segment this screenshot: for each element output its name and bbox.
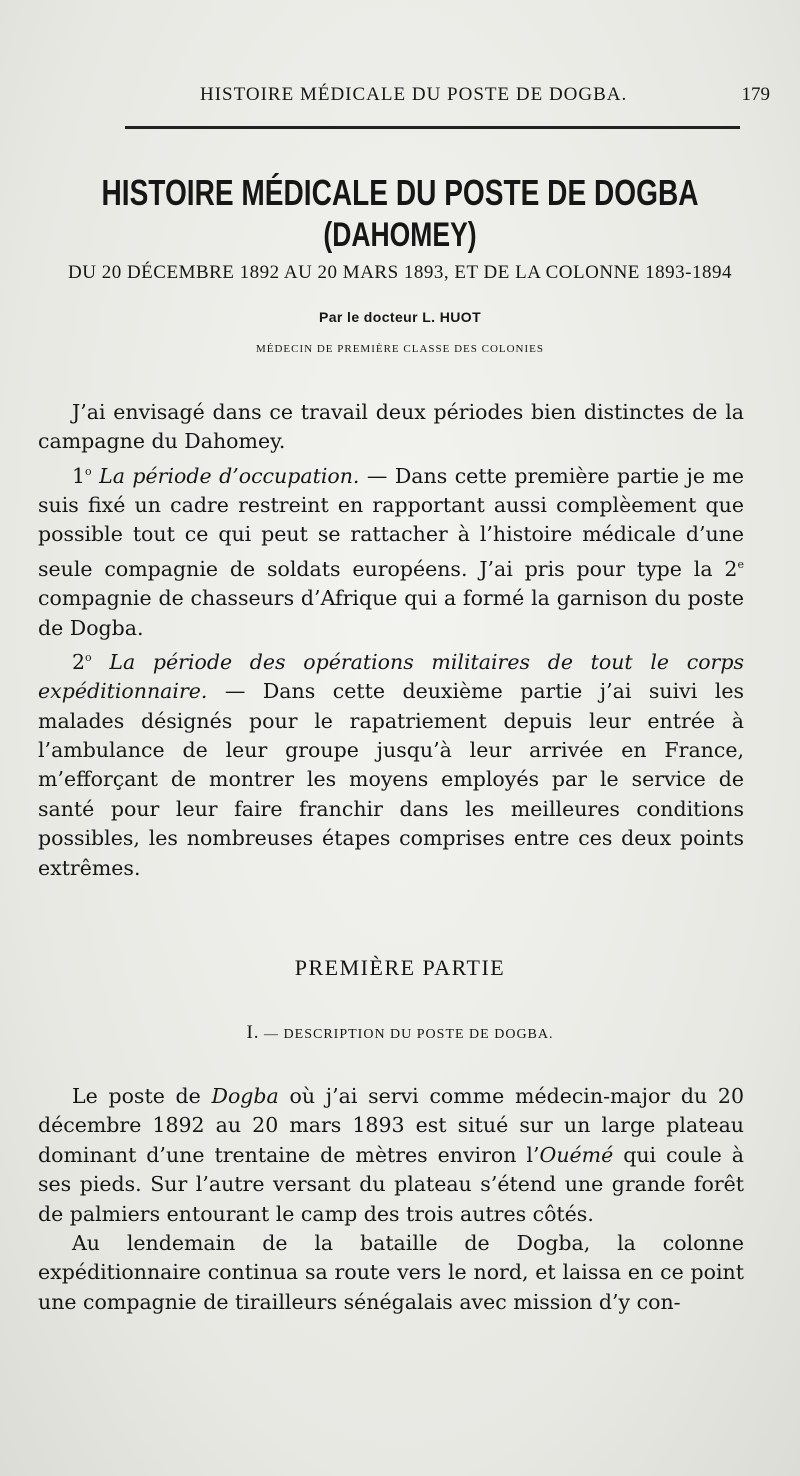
intro-paragraph: J’ai envisagé dans ce travail deux périodes bien distinctes de la campagne du Dahomey. xyxy=(38,400,744,454)
place-name: Dogba xyxy=(211,1084,279,1108)
ordinal-mark: e xyxy=(737,557,744,571)
paragraph-text: — Dans cette deuxième partie j’ai suivi les malades désignés pour le rapatriement depuis leur entrée à l’ambulance de leur groupe jusqu’à leur arrivée en France, m’efforçant de montrer les moyens employés par le service de santé pour leur faire franchir dans les meilleures conditions possibles, les nombreuses étapes comprises entre ces deux points extrêmes. xyxy=(38,679,744,880)
author-byline: Par le docteur L. HUOT xyxy=(318,309,482,325)
part-heading: PREMIÈRE PARTIE xyxy=(294,955,506,980)
running-head xyxy=(40,84,770,114)
article-title-region: (DAHOMEY) xyxy=(323,216,477,254)
period-title: La période des opérations militaires de tout le corps expéditionnaire. xyxy=(38,649,744,704)
body-paragraph xyxy=(38,1082,744,1229)
body-text xyxy=(38,1082,744,1317)
paragraph-text: compagnie de chasseurs d’Afrique qui a formé la garnison du poste de Dogba. xyxy=(38,586,744,640)
section-number: I. xyxy=(246,1022,260,1043)
paragraph-text: Le poste de xyxy=(72,1084,212,1108)
running-title: HISTOIRE MÉDICALE DU POSTE DE DOGBA. xyxy=(200,84,628,105)
period-title: La période d’occupation. xyxy=(99,463,360,488)
ordinal-mark: o xyxy=(85,464,92,478)
paragraph-text: qui coule à ses pieds. Sur l’autre versant du plateau s’étend une grande forêt de palmiers entourant le camp des trois autres côtés. xyxy=(38,1142,744,1226)
page-number: 179 xyxy=(741,84,770,105)
paragraph-text: où j’ai servi comme médecin-major du 20 décembre 1892 au 20 mars 1893 est situé sur un large plateau dominant d’une trentaine de mètres environ l’ xyxy=(38,1084,745,1167)
item-number: 2 xyxy=(72,649,86,674)
article-title: HISTOIRE MÉDICALE DU POSTE DE DOGBA xyxy=(101,172,699,213)
author-rank: MÉDECIN DE PREMIÈRE CLASSE DES COLONIES xyxy=(255,343,545,355)
paragraph-text: — Dans cette première partie je me suis fixé un cadre restreint en rapportant aussi complèement que possible tout ce qui peut se rattacher à l’histoire médicale d’une seule compagnie de soldats européens. J’ai pris pour type la 2 xyxy=(38,463,744,581)
ordinal-mark: o xyxy=(85,650,92,664)
section-title: — DESCRIPTION DU POSTE DE DOGBA. xyxy=(259,1027,554,1042)
article-subtitle: DU 20 DÉCEMBRE 1892 AU 20 MARS 1893, ET DE LA COLONNE 1893-1894 xyxy=(68,262,732,283)
intro-paragraph-operations xyxy=(38,643,744,883)
item-number: 1 xyxy=(72,463,86,488)
river-name: Ouémé xyxy=(539,1142,614,1167)
header-rule xyxy=(125,126,740,129)
intro-paragraph-occupation xyxy=(38,457,744,643)
section-heading xyxy=(0,1022,800,1044)
body-paragraph: Au lendemain de la bataille de Dogba, la colonne expéditionnaire continua sa route vers le nord, et laissa en ce point une compagnie de tirailleurs sénégalais avec mission d’y con- xyxy=(38,1231,744,1314)
intro-text xyxy=(38,398,744,883)
